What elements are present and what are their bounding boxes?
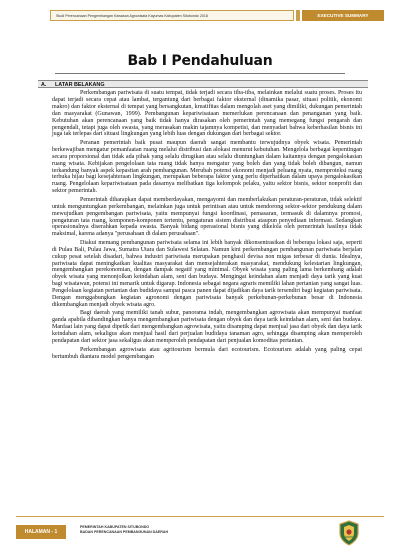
paragraph: Diakui memang pembangunan pariwisata selama ini lebih banyak dikonsentrasikan di beberapa lokasi saja, seperti di Pulau Bali, Pulau Jawa, Sumatra Utara dan Sulawesi Selatan. Namun kini perkembangan pembangunan pariwisata berjalan cukup pesat setelah disadari, bahwa industri pariwisata merupakan penghasil devisa non migas terbesar di dunia. Idealnya, pariwisata dapat meningkatkan kualitas masyarakat dan mensejahterakan masyarakat, mendukung kelestarian lingkungan, mengembangkan perekonomian, dengan dampak negatif yang minimal. Obyek wisata yang paling lama berkembang adalah obyek wisata yang menonjolkan keindahan alam, seni dan budaya. Mengingat keindahan alam menjadi daya tarik yang kuat bagi wisatawan, potensi ini menarik untuk digarap. Indonesia sebagai negara agraris memiliki lahan pertanian yang sangat luas. Pengelolaan kegiatan pertanian dan budidaya sampai pasca panen dapat dijadikan daya tarik tersendiri bagi kegiatan pariwisata. Dengan menggabungkan kegiatan agronomi dengan pariwisata banyak perkebunan-perkebunan besar di Indonesia dikembangkan menjadi obyek wisata agro. <box>52 239 362 308</box>
header-section-label: EXECUTIVE SUMMARY <box>302 10 384 21</box>
page-header <box>50 10 384 23</box>
regency-crest-icon <box>338 520 360 546</box>
section-heading <box>38 80 368 88</box>
footer-organization <box>80 525 280 535</box>
paragraph: Pemerintah diharapkan dapat memberdayakan, mengayomi dan memberlakukan peraturan-peraturan, tidak selektif untuk menguntungkan perkembangan, melainkan juga untuk perintisan atau untuk mendorong sektor-sektor pendukung dalam mewujudkan pengembangan pariwisata, yaitu mempunyai fungsi koordinasi, pemasaran, termasuk di dalamnya promosi, pengaturan tata ruang, komponen-komponen tertentu, pengaturan sistem distribusi ataupun penyediaan informasi. Sedangkan operasionalnya diserahkan kepada swasta. Banyak bidang operasional bisnis yang dikelola oleh pemerintah hasilnya tidak maksimal, karena adanya "perusahaan di dalam perusahaan". <box>52 196 362 238</box>
paragraph: Perkembangan pariwisata di suatu tempat, tidak terjadi secara tiba-tiba, melainkan melalui suatu proses. Proses itu dapat terjadi secara cepat atau lambat, tergantung dari berbagai faktor eksternal (dinamika pasar, situasi politik, ekonomi makro) dan faktor eksternal di tempat yang bersangkutan, kreatifitas dalam mengolah aset yang dimiliki, dukungan pemerintah dan masyarakat (Gunawan, 1999). Pembangunan kepariwisataan memerlukan perencanaan dan penanganan yang baik. Kebutuhan akan perencanaan yang baik tidak hanya dirasakan oleh pemerintah yang memegang fungsi pengarah dan pengendali, tetapi juga oleh swasta, yang merasakan makin tajamnya kompetisi, dan menyadari bahwa keberhasilan bisnis ini juga tak terlepas dari situasi lingkungan yang lebih luas dengan dukungan dari berbagai sektor. <box>52 90 362 138</box>
section-title: LATAR BELAKANG <box>55 82 105 88</box>
chapter-title-rule <box>55 73 345 74</box>
footer-rule <box>16 516 384 517</box>
paragraph: Perkembangan agrowisata atau agritourism bermula dari ecotourism. Ecotourism adalah yang paling cepat bertumbuh diantara model pengembangan <box>52 346 362 360</box>
footer-org-line: PEMERINTAH KABUPATEN SITUBONDO <box>80 525 150 529</box>
paragraph: Peranan pemerintah baik pusat maupun daerah sangat membantu terwujudnya obyek wisata. Pemerintah berkewajiban mengatur pemanfaatan ruang melalui distribusi dan alokasi menurut kebutuhan. Mengelola berbagai kepentingan secara proporsional dan tidak ada pihak yang selalu dirugikan atau selalu diuntungkan dalam kaitannya dengan pengalokasian ruang wisata. Kebijakan pengelolaan tata ruang tidak hanya mengatur yang boleh dan yang tidak boleh dibangun, namun terkandung banyak aspek kepastian arah pembangunan. Merubah potensi ekonomi menjadi peluang nyata, memproteksi ruang terbuka hijau bagi kesejahteraan lingkungan, merupakan beberapa faktor yang perlu diperhatikan dalam upaya pengalokasikan ruang. Pengelolaan kepariwisataan pada dasarnya melibatkan tiga kelompok pelaku, yaitu sektor bisnis, sektor nonprofit dan sektor pemerintah. <box>52 139 362 195</box>
section-number: A. <box>41 82 47 88</box>
header-divider <box>296 10 300 21</box>
body-text <box>52 90 362 362</box>
page-number-badge: HALAMAN - 1 <box>16 525 66 539</box>
header-document-title: Studi Perencanaan Pengembangan Kawasan Agrowisata Kayumas Kabupaten Situbondo 2018 <box>50 10 294 21</box>
chapter-title: Bab I Pendahuluan <box>127 53 273 69</box>
paragraph: Bagi daerah yang memiliki tanah subur, panorama indah, mengembangkan agrowisata akan mempunyai manfaat ganda apabila dibandingkan hanya mengembangkan pariwisata dengan obyek dan daya tarik keindahan alam, seni dan budaya. Manfaat lain yang dapat dipetik dari mengembangkan agrowisata, yaitu disamping dapat menjual jasa dari obyek dan daya tarik keindahan alam, sekaligus akan menjual hasil dari perjualan budidaya tanaman agro, sehingga disamping akan memperoleh pendapatan dari sektor jasa sekaligus akan memperoleh pendapatan dari penjualan komoditas pertanian. <box>52 310 362 345</box>
footer-org-line: BADAN PERENCANAAN PEMBANGUNAN DAERAH <box>80 530 169 534</box>
